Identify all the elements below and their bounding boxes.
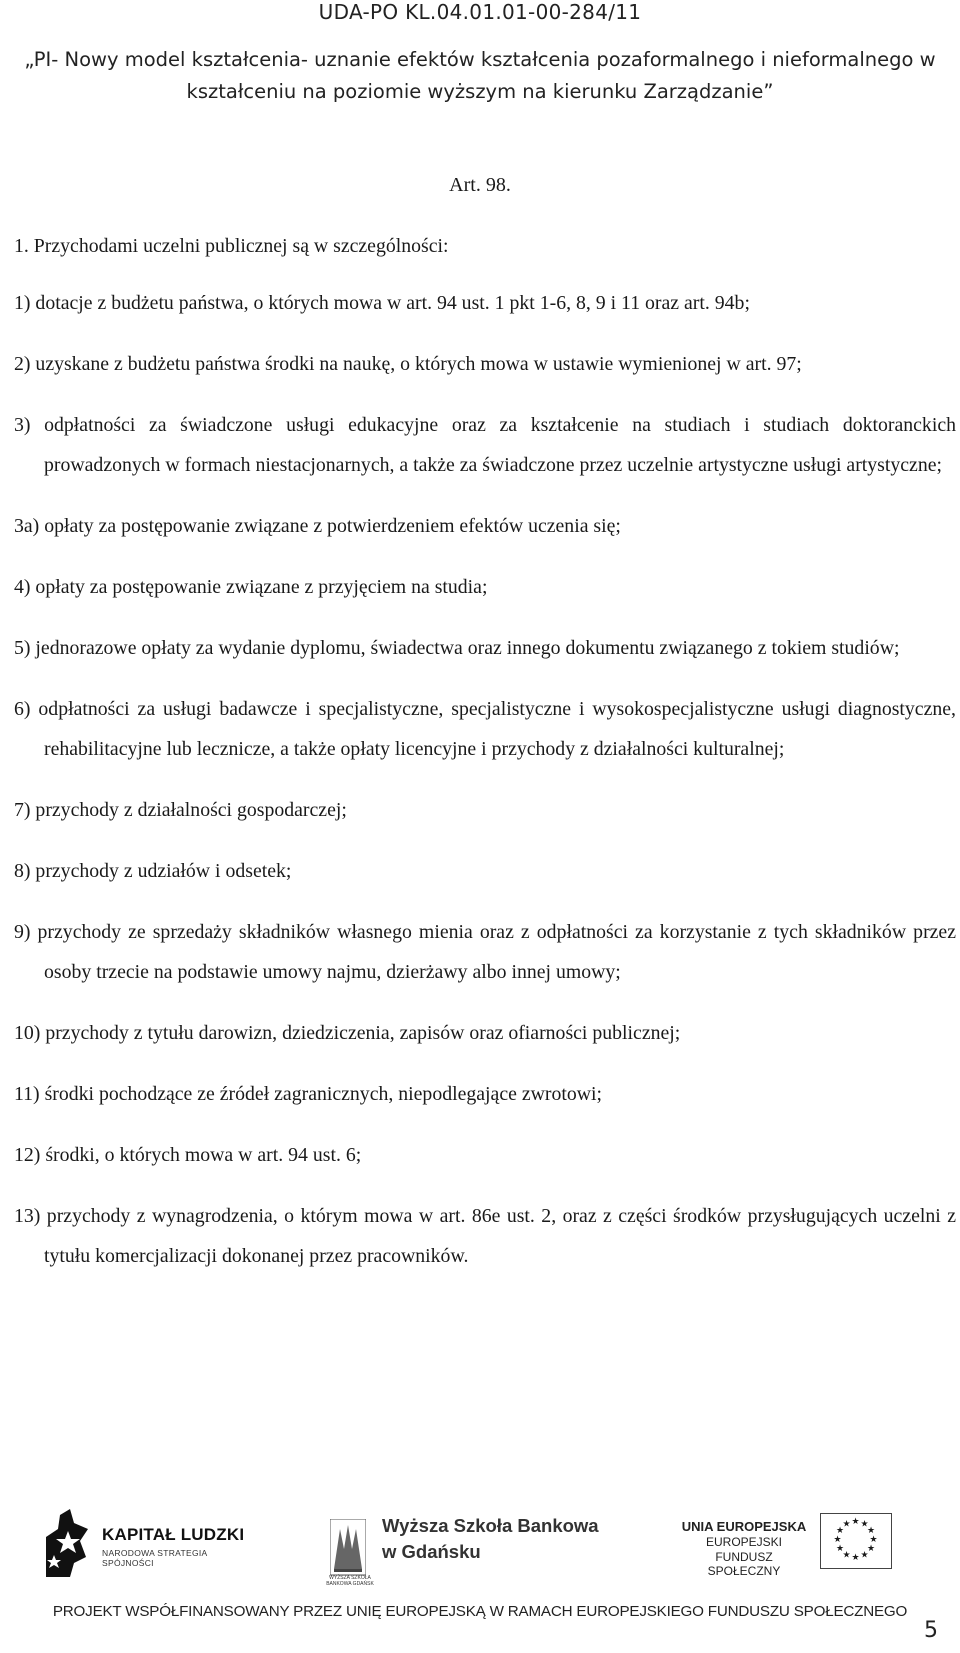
kapital-ludzki-logo <box>40 1505 260 1583</box>
wsb-small-text: WYŻSZA SZKOŁA BANKOWA GDAŃSK <box>326 1575 374 1587</box>
article-intro: 1. Przychodami uczelni publicznej są w szczególności: <box>14 235 449 257</box>
svg-text:★: ★ <box>860 1519 869 1530</box>
article-item-12: 12) środki, o których mowa w art. 94 ust. 6; <box>14 1144 362 1166</box>
header-project-title: „PI- Nowy model kształcenia- uznanie efektów kształcenia pozaformalnego i nieformalnego w kształceniu na poziomie wyższym na kierunku Zarządzanie” <box>24 48 936 103</box>
wsb-name-line1: Wyższa Szkoła Bankowa <box>382 1515 599 1536</box>
svg-text:★: ★ <box>835 1526 845 1536</box>
wsb-icon <box>330 1519 366 1583</box>
article-item-1: 1) dotacje z budżetu państwa, o których mowa w art. 94 ust. 1 pkt 1-6, 8, 9 i 11 oraz art. 94b; <box>14 292 750 314</box>
svg-text:★: ★ <box>860 1550 869 1561</box>
article-item-3: 3) odpłatności za świadczone usługi edukacyjne oraz za kształcenie na studiach i studiach doktoranckich prowadzonych w formach niestacjonarnych, a także za świadczone przez uczelnie artystyczne usługi artystyczne; <box>14 414 956 476</box>
svg-text:★: ★ <box>869 1535 878 1545</box>
article-item-6: 6) odpłatności za usługi badawcze i specjalistyczne, specjalistyczne i wysokospecjalistyczne usługi diagnostyczne, rehabilitacyjne lub lecznicze, a także opłaty licencyjne i przychody z działalności kulturalnej; <box>14 698 956 760</box>
article-item-7: 7) przychody z działalności gospodarczej; <box>14 799 347 821</box>
article-item-8: 8) przychody z udziałów i odsetek; <box>14 860 292 882</box>
svg-text:★: ★ <box>842 1519 851 1530</box>
footer-logos <box>0 1505 960 1605</box>
wsb-name-line2: w Gdańsku <box>382 1541 481 1562</box>
eu-flag-icon <box>820 1513 892 1569</box>
article-item-10: 10) przychody z tytułu darowizn, dziedziczenia, zapisów oraz ofiarności publicznej; <box>14 1022 681 1044</box>
kapital-ludzki-subtitle: NARODOWA STRATEGIA SPÓJNOŚCI <box>102 1548 208 1568</box>
kapital-ludzki-icon <box>40 1507 96 1579</box>
eu-logo <box>680 1513 930 1593</box>
article-item-4: 4) opłaty za postępowanie związane z przyjęciem na studia; <box>14 576 488 598</box>
article-item-2: 2) uzyskane z budżetu państwa środki na naukę, o których mowa w ustawie wymienionej w art. 97; <box>14 353 802 375</box>
svg-text:★: ★ <box>851 1517 860 1527</box>
svg-text:★: ★ <box>835 1544 845 1554</box>
svg-text:★: ★ <box>851 1553 860 1563</box>
eu-line3: FUNDUSZ SPOŁECZNY <box>707 1550 781 1578</box>
article-item-9: 9) przychody ze sprzedaży składników własnego mienia oraz z odpłatności za korzystanie z tych składników przez osoby trzecie na podstawie umowy najmu, dzierżawy albo innej umowy; <box>14 921 956 983</box>
eu-line1: UNIA EUROPEJSKA <box>681 1519 807 1534</box>
header-project-code: UDA-PO KL.04.01.01-00-284/11 <box>318 0 642 24</box>
article-item-13: 13) przychody z wynagrodzenia, o którym mowa w art. 86e ust. 2, oraz z części środków przysługujących uczelni z tytułu komercjalizacji dokonanej przez pracowników. <box>14 1205 956 1267</box>
svg-text:★: ★ <box>866 1526 876 1536</box>
svg-text:★: ★ <box>842 1550 851 1561</box>
page-number: 5 <box>924 1618 938 1643</box>
article-item-11: 11) środki pochodzące ze źródeł zagranicznych, niepodlegające zwrotowi; <box>14 1083 603 1105</box>
article-item-5: 5) jednorazowe opłaty za wydanie dyplomu, świadectwa oraz innego dokumentu związanego z tokiem studiów; <box>14 637 900 659</box>
project-cofinancing-note: PROJEKT WSPÓŁFINANSOWANY PRZEZ UNIĘ EUROPEJSKĄ W RAMACH EUROPEJSKIEGO FUNDUSZU SPOŁECZNEGO <box>52 1603 908 1620</box>
wsb-logo <box>326 1513 630 1593</box>
eu-line2: EUROPEJSKI <box>705 1535 783 1549</box>
article-heading: Art. 98. <box>449 174 511 196</box>
article-item-3a: 3a) opłaty za postępowanie związane z potwierdzeniem efektów uczenia się; <box>14 515 621 537</box>
kapital-ludzki-name: KAPITAŁ LUDZKI <box>102 1525 245 1544</box>
svg-text:★: ★ <box>833 1535 842 1545</box>
svg-text:★: ★ <box>866 1544 876 1554</box>
article-body <box>14 226 956 1276</box>
